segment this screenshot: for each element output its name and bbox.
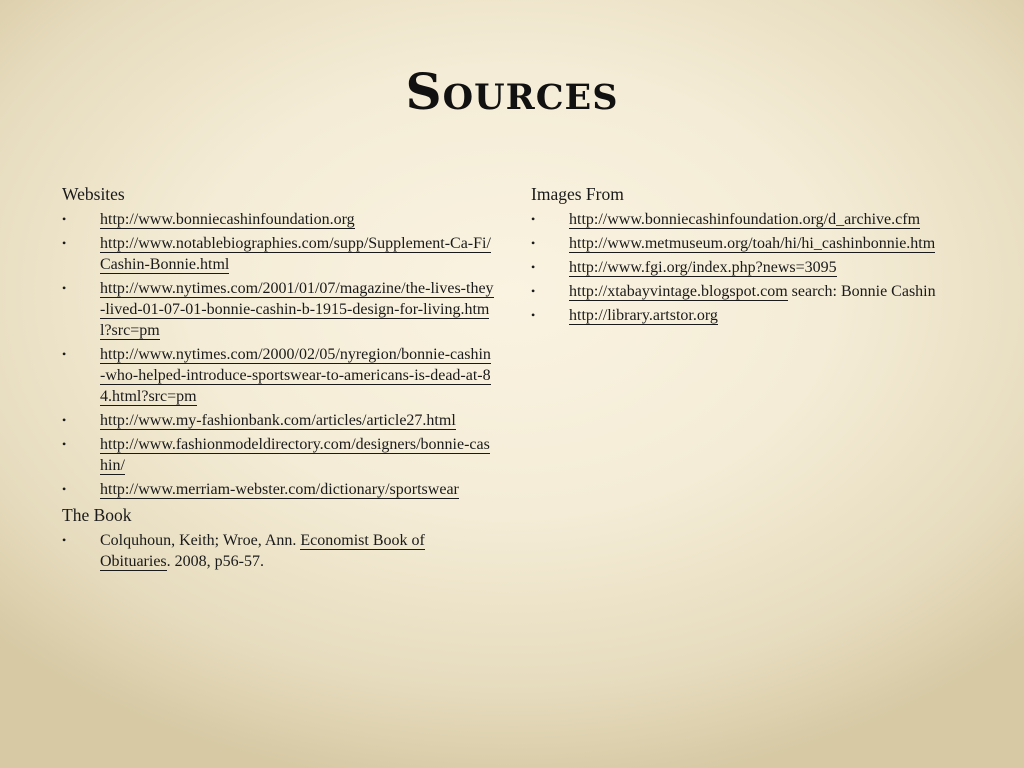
slide-title: Sources	[405, 62, 619, 121]
list-item	[531, 305, 963, 326]
list-item	[62, 410, 494, 431]
website-link[interactable]: http://www.nytimes.com/2000/02/05/nyregion/bonnie-cashin-who-helped-introduce-sportswear-to-americans-is-dead-at-84.html?src=pm	[100, 346, 491, 405]
book-details: . 2008, p56-57.	[166, 553, 264, 570]
list-item	[62, 479, 494, 500]
list-item	[531, 209, 963, 230]
list-item	[62, 209, 494, 230]
list-item	[62, 233, 494, 275]
websites-list	[62, 209, 494, 500]
bullet: •	[62, 236, 67, 250]
bullet: •	[531, 236, 536, 250]
images-list	[531, 209, 963, 326]
bullet: •	[62, 533, 67, 547]
book-heading: The Book	[62, 505, 132, 525]
website-link[interactable]: http://www.my-fashionbank.com/articles/article27.html	[100, 412, 456, 429]
list-item	[62, 278, 494, 341]
bullet: •	[62, 437, 67, 451]
right-column	[531, 182, 963, 329]
image-source-link[interactable]: http://xtabayvintage.blogspot.com	[569, 283, 788, 300]
left-column	[62, 182, 494, 575]
image-source-note: search: Bonnie Cashin	[787, 283, 936, 300]
bullet: •	[531, 284, 536, 298]
list-item	[531, 257, 963, 278]
book-authors: Colquhoun, Keith; Wroe, Ann.	[100, 532, 301, 549]
bullet: •	[531, 212, 536, 226]
website-link[interactable]: http://www.fashionmodeldirectory.com/designers/bonnie-cashin/	[100, 436, 490, 474]
bullet: •	[62, 413, 67, 427]
website-link[interactable]: http://www.bonniecashinfoundation.org	[100, 211, 355, 228]
book-list	[62, 530, 494, 572]
bullet: •	[62, 281, 67, 295]
images-heading: Images From	[531, 184, 624, 204]
list-item	[62, 344, 494, 407]
website-link[interactable]: http://www.merriam-webster.com/dictionary/sportswear	[100, 481, 459, 498]
bullet: •	[62, 482, 67, 496]
image-source-link[interactable]: http://library.artstor.org	[569, 307, 718, 324]
bullet: •	[531, 260, 536, 274]
image-source-link[interactable]: http://www.metmuseum.org/toah/hi/hi_cashinbonnie.htm	[569, 235, 936, 252]
websites-heading: Websites	[62, 184, 125, 204]
website-link[interactable]: http://www.nytimes.com/2001/01/07/magazine/the-lives-they-lived-01-07-01-bonnie-cashin-b-1915-design-for-living.html?src=pm	[100, 280, 494, 339]
list-item	[62, 530, 494, 572]
book-title: Economist Book of Obituaries	[100, 532, 425, 570]
image-source-link[interactable]: http://www.fgi.org/index.php?news=3095	[569, 259, 837, 276]
bullet: •	[531, 308, 536, 322]
list-item	[531, 233, 963, 254]
bullet: •	[62, 347, 67, 361]
list-item	[531, 281, 963, 302]
list-item	[62, 434, 494, 476]
website-link[interactable]: http://www.notablebiographies.com/supp/Supplement-Ca-Fi/Cashin-Bonnie.html	[100, 235, 491, 273]
bullet: •	[62, 212, 67, 226]
image-source-link[interactable]: http://www.bonniecashinfoundation.org/d_archive.cfm	[569, 211, 921, 228]
